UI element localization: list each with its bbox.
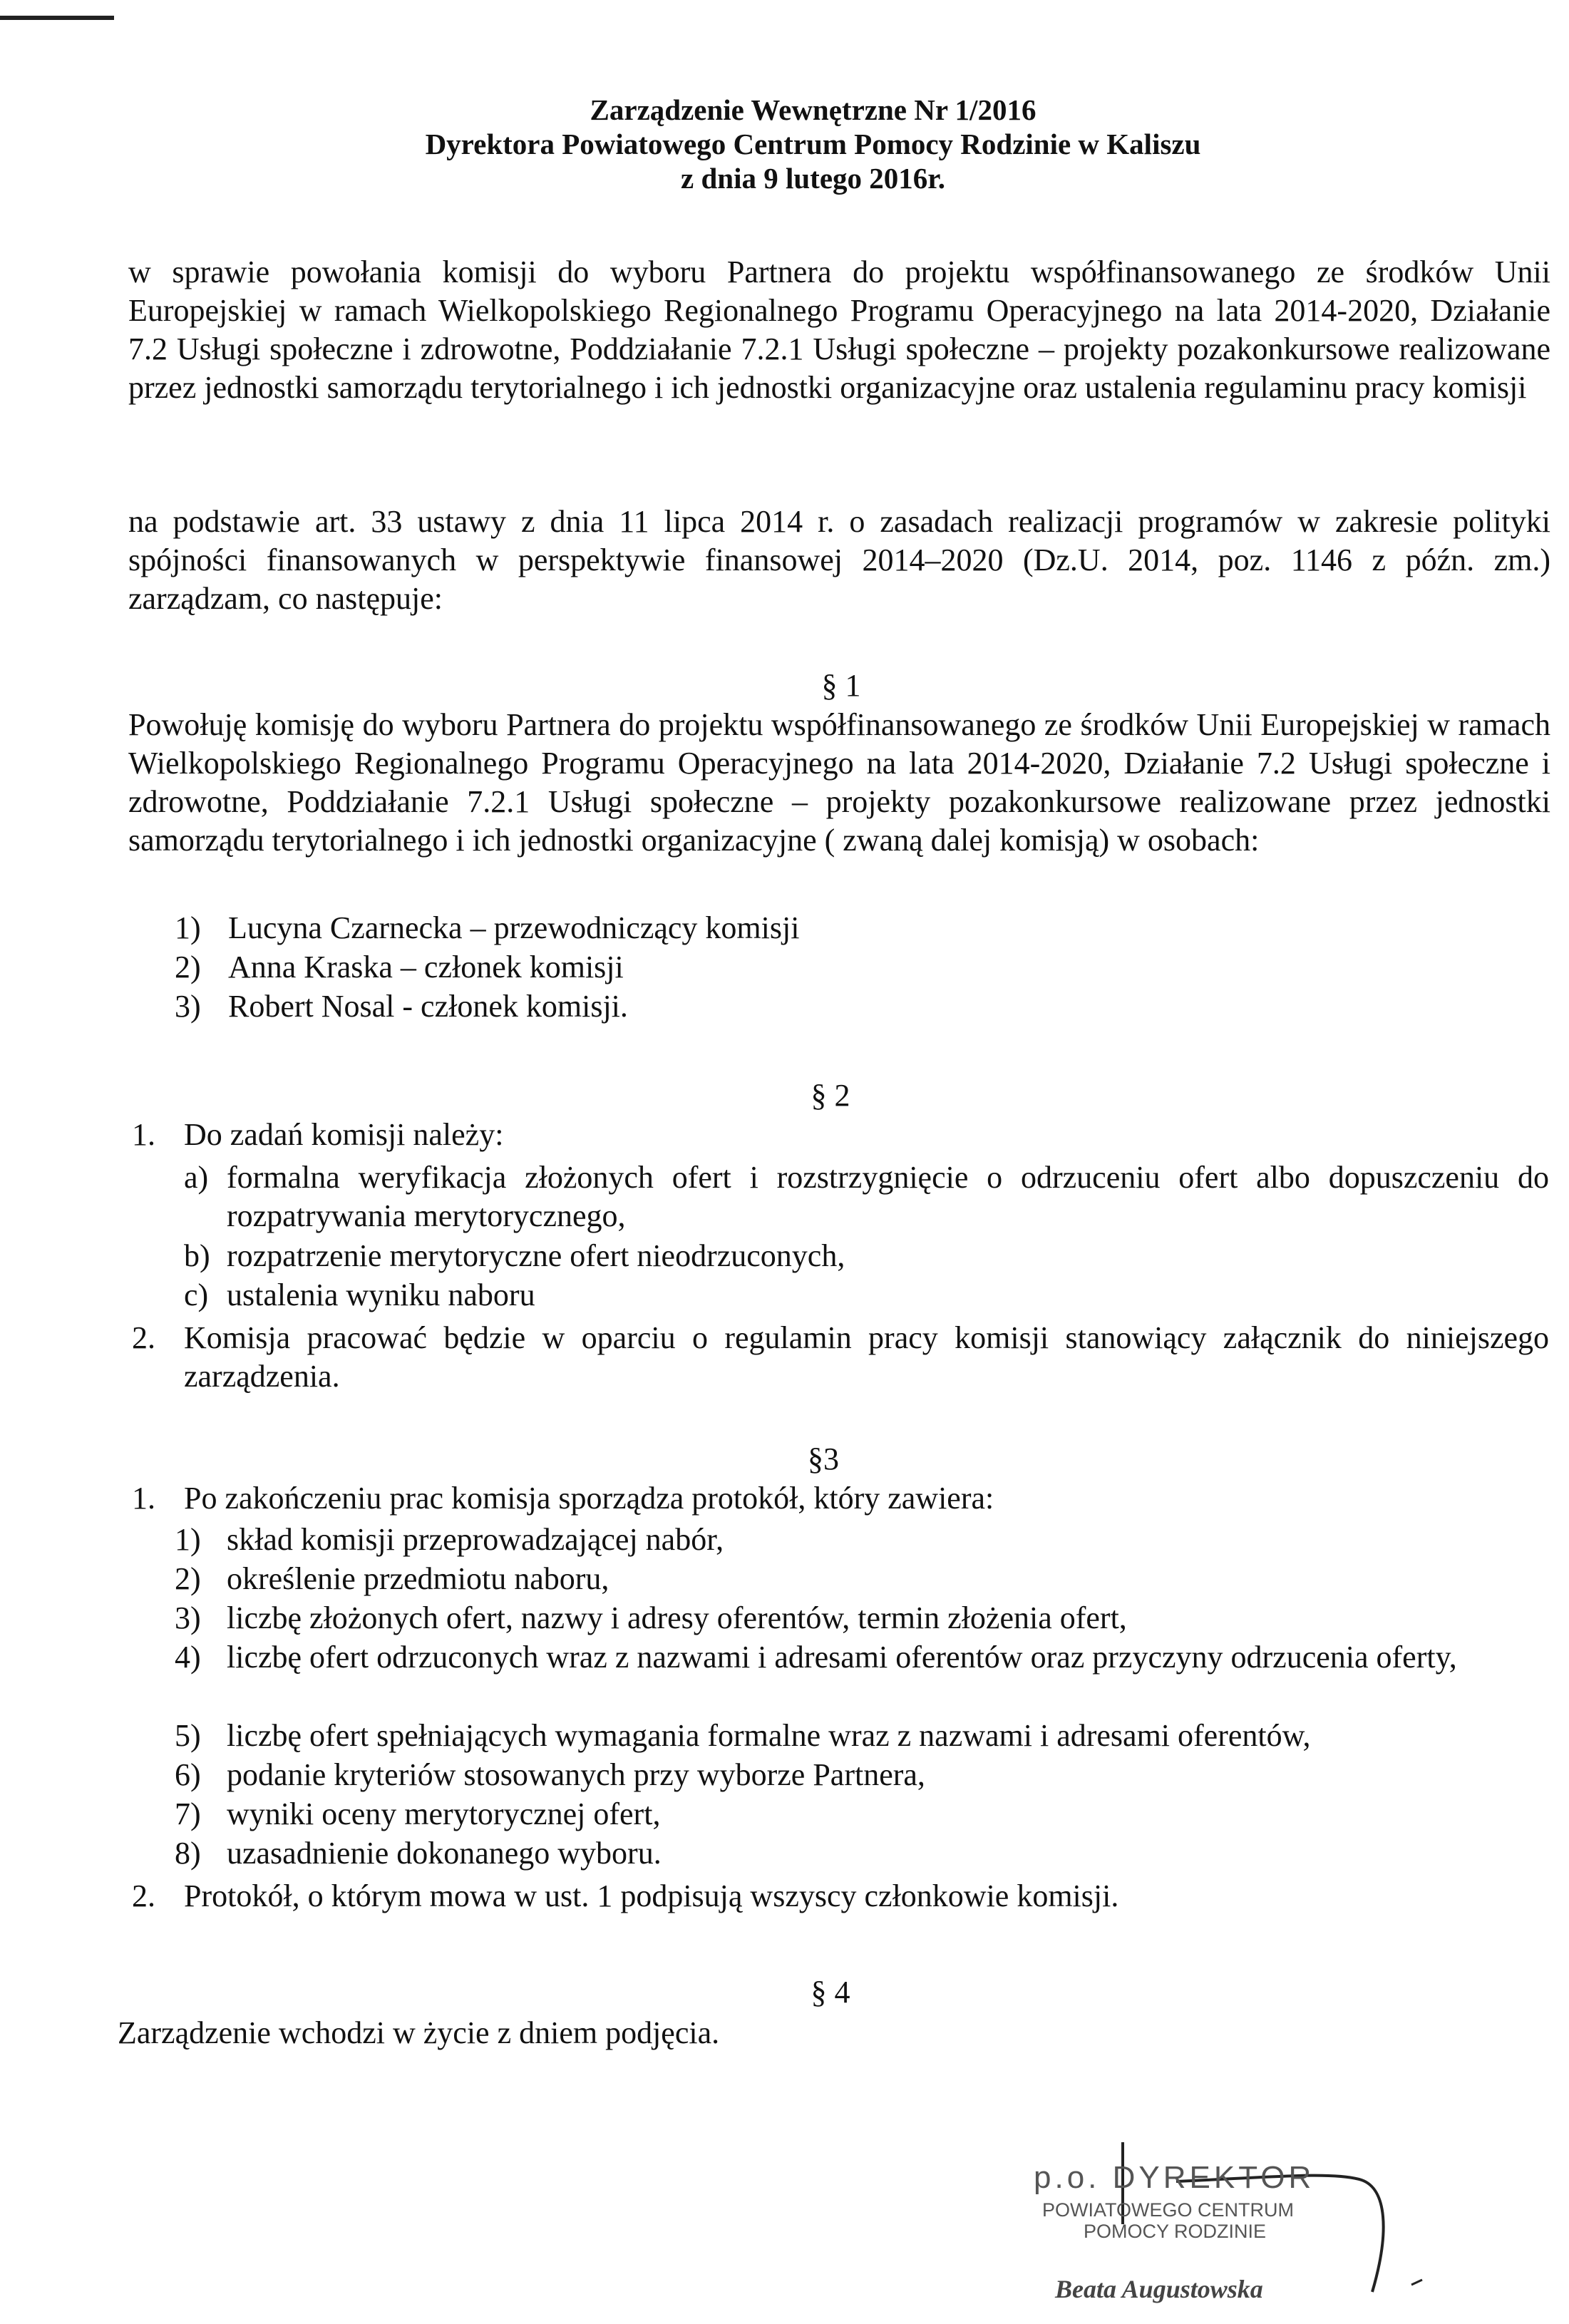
subject-paragraph: w sprawie powołania komisji do wyboru Partnera do projektu współfinansowanego ze środków Unii Europejskiej w ramach Wielkopolskiego Regionalnego Programu Operacyjnego na lata 2014-2020, Działanie 7.2 Usługi społeczne i zdrowotne, Poddziałanie 7.2.1 Usługi społeczne – projekty pozakonkursowe realizowane przez jednostki samorządu terytorialnego i ich jednostki organizacyjne oraz ustalenia regulaminu pracy komisji: [128, 254, 1550, 405]
section-2-point-1: Do zadań komisji należy:: [184, 1117, 504, 1152]
member-1: Lucyna Czarnecka – przewodniczący komisji: [228, 910, 800, 945]
stamp-name: Beata Augustowska: [1055, 2275, 1263, 2303]
protocol-item-7-number: 7): [175, 1796, 201, 1831]
protocol-item-1: skład komisji przeprowadzającej nabór,: [227, 1522, 724, 1557]
member-2-number: 2): [175, 950, 201, 984]
protocol-item-6: podanie kryteriów stosowanych przy wyborze Partnera,: [227, 1757, 925, 1792]
member-3: Robert Nosal - członek komisji.: [228, 989, 628, 1024]
protocol-item-3-number: 3): [175, 1600, 201, 1635]
stamp-line-2: POWIATOWEGO CENTRUM: [1042, 2199, 1294, 2221]
section-2-point-1-number: 1.: [132, 1117, 155, 1152]
section-2-title: § 2: [811, 1078, 850, 1113]
stamp-line-3: POMOCY RODZINIE: [1084, 2221, 1267, 2242]
protocol-item-5-number: 5): [175, 1718, 201, 1753]
section-4-text: Zarządzenie wchodzi w życie z dniem podjęcia.: [118, 2015, 720, 2050]
section-3-point-1-number: 1.: [132, 1481, 155, 1516]
protocol-item-3: liczbę złożonych ofert, nazwy i adresy oferentów, termin złożenia ofert,: [227, 1600, 1127, 1635]
section-3-point-2-number: 2.: [132, 1878, 155, 1913]
protocol-item-6-number: 6): [175, 1757, 201, 1792]
task-a: formalna weryfikacja złożonych ofert i rozstrzygnięcie o odrzuceniu ofert albo dopuszczeniu do rozpatrywania merytorycznego,: [227, 1160, 1549, 1233]
director-stamp: [1027, 2139, 1454, 2324]
section-1-title: § 1: [821, 668, 861, 703]
protocol-item-2-number: 2): [175, 1561, 201, 1596]
section-3-point-1: Po zakończeniu prac komisja sporządza protokół, który zawiera:: [184, 1481, 994, 1516]
header-title: Zarządzenie Wewnętrzne Nr 1/2016: [590, 93, 1036, 126]
section-1-text: Powołuję komisję do wyboru Partnera do projektu współfinansowanego ze środków Unii Europejskiej w ramach Wielkopolskiego Regionalnego Programu Operacyjnego na lata 2014-2020, Działanie 7.2 Usługi społeczne i zdrowotne, Poddziałanie 7.2.1 Usługi społeczne – projekty pozakonkursowe realizowane przez jednostki samorządu terytorialnego i ich jednostki organizacyjne ( zwaną dalej komisją) w osobach:: [128, 707, 1550, 858]
section-3-title: §3: [808, 1441, 839, 1476]
document-header: [0, 93, 1569, 195]
protocol-item-7: wyniki oceny merytorycznej ofert,: [227, 1796, 661, 1831]
legal-basis-paragraph: na podstawie art. 33 ustawy z dnia 11 lipca 2014 r. o zasadach realizacji programów w zakresie polityki spójności finansowanych w perspektywie finansowej 2014–2020 (Dz.U. 2014, poz. 1146 z późn. zm.) zarządzam, co następuje:: [128, 504, 1550, 616]
section-2-point-2-number: 2.: [132, 1320, 155, 1355]
header-issuer: Dyrektora Powiatowego Centrum Pomocy Rodzinie w Kaliszu: [425, 128, 1201, 160]
section-3-point-2: Protokół, o którym mowa w ust. 1 podpisują wszyscy członkowie komisji.: [184, 1878, 1119, 1913]
protocol-item-4: liczbę ofert odrzuconych wraz z nazwami i adresami oferentów oraz przyczyny odrzucenia oferty,: [227, 1640, 1457, 1675]
scan-mark-line: [0, 16, 114, 20]
protocol-item-1-number: 1): [175, 1522, 201, 1557]
task-c: ustalenia wyniku naboru: [227, 1277, 535, 1312]
protocol-item-5: liczbę ofert spełniających wymagania formalne wraz z nazwami i adresami oferentów,: [227, 1718, 1311, 1753]
section-2-point-2: Komisja pracować będzie w oparciu o regulamin pracy komisji stanowiący załącznik do niniejszego zarządzenia.: [184, 1320, 1549, 1394]
task-b-letter: b): [184, 1238, 210, 1273]
stamp-title: p.o. DYREKTOR: [1034, 2160, 1315, 2195]
header-date: z dnia 9 lutego 2016r.: [681, 162, 945, 195]
section-4-title: § 4: [811, 1975, 850, 2010]
protocol-item-4-number: 4): [175, 1640, 201, 1675]
protocol-item-2: określenie przedmiotu naboru,: [227, 1561, 609, 1596]
member-2: Anna Kraska – członek komisji: [228, 950, 624, 984]
protocol-item-8: uzasadnienie dokonanego wyboru.: [227, 1836, 662, 1871]
task-b: rozpatrzenie merytoryczne ofert nieodrzuconych,: [227, 1238, 845, 1273]
protocol-item-8-number: 8): [175, 1836, 201, 1871]
member-1-number: 1): [175, 910, 201, 945]
member-3-number: 3): [175, 989, 201, 1024]
task-a-letter: a): [184, 1160, 209, 1195]
task-c-letter: c): [184, 1277, 209, 1312]
